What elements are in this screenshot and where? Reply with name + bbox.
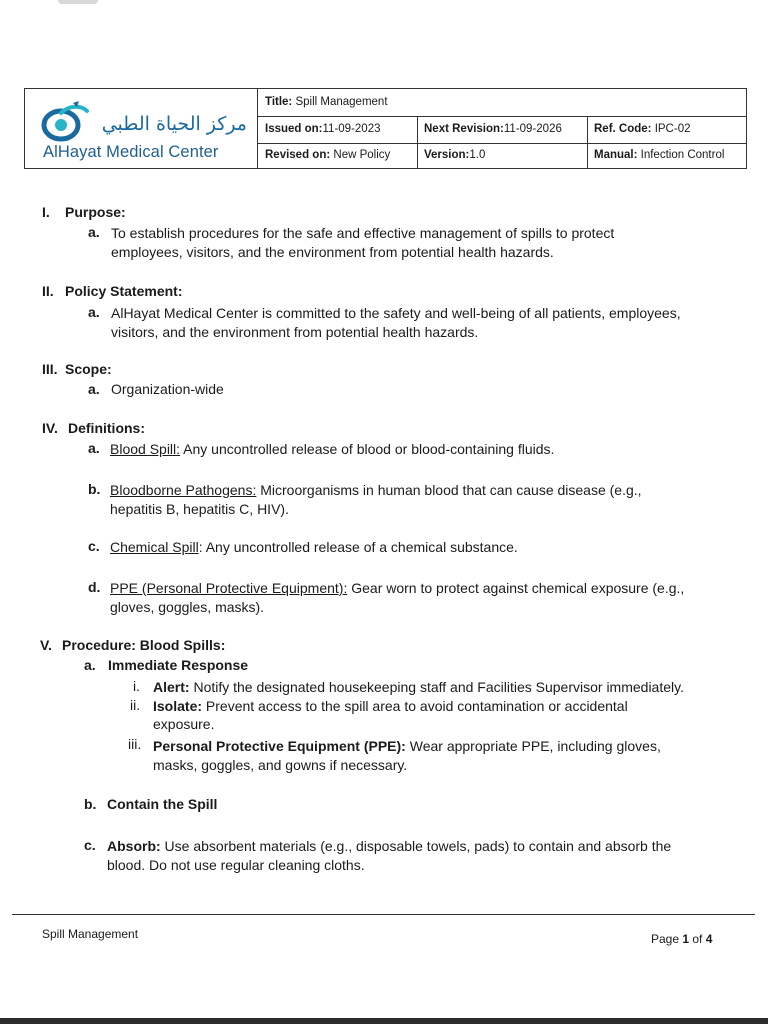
list-marker: a. [88,381,100,397]
footer-divider [12,914,755,915]
step-isolate: Isolate: Prevent access to the spill area to avoid contamination or accidental [153,698,628,714]
definition-chemical-spill: Chemical Spill: Any uncontrolled release of a chemical substance. [110,539,518,555]
version-field: Version:1.0 [424,149,486,161]
definition-blood-spill: Blood Spill: Any uncontrolled release of blood or blood-containing fluids. [110,441,555,457]
section-title-definitions: Definitions: [68,420,145,436]
step-text: exposure. [153,716,215,732]
scan-artifact [58,0,98,4]
scope-text: Organization-wide [111,381,224,397]
list-marker: b. [88,481,101,497]
list-marker: i. [133,678,140,694]
definition-text: gloves, goggles, masks). [110,599,265,615]
step-text: masks, goggles, and gowns if necessary. [153,757,408,773]
title-field: Title: Spill Management [265,96,388,108]
section-title-scope: Scope: [65,361,112,377]
document-header [24,88,747,169]
ref-code-field: Ref. Code: IPC-02 [594,123,691,135]
list-marker: d. [88,579,101,595]
list-marker: c. [84,837,96,853]
list-marker: a. [84,657,96,673]
list-marker: ii. [130,697,141,713]
logo-swirl-icon [39,99,95,145]
list-marker: c. [88,538,100,554]
list-marker: b. [84,796,97,812]
purpose-text: employees, visitors, and the environment from potential health hazards. [111,244,554,260]
section-title-purpose: Purpose: [65,204,126,220]
org-name-arabic: مركز الحياة الطبي [101,113,247,135]
list-marker: a. [88,440,100,456]
page-number: Page 1 of 4 [651,932,713,946]
subsection-absorb: Absorb: Use absorbent materials (e.g., disposable towels, pads) to contain and absorb the [107,838,672,854]
section-num-policy: II. [42,283,54,299]
organization-logo [39,99,249,163]
section-num-scope: III. [42,361,58,377]
list-marker: iii. [128,736,142,752]
policy-text: visitors, and the environment from potential health hazards. [111,324,479,340]
manual-field: Manual: Infection Control [594,149,725,161]
section-num-definitions: IV. [42,420,58,436]
list-marker: a. [88,304,100,320]
revised-field: Revised on: New Policy [265,149,391,161]
step-ppe: Personal Protective Equipment (PPE): Wear appropriate PPE, including gloves, [153,738,661,754]
subsection-immediate-response: Immediate Response [108,657,249,673]
section-num-procedure: V. [40,637,52,653]
step-alert: Alert: Notify the designated housekeeping staff and Facilities Supervisor immediately. [153,679,684,695]
section-num-purpose: I. [42,204,50,220]
policy-text: AlHayat Medical Center is committed to the safety and well-being of all patients, employees, [111,305,681,321]
section-title-policy: Policy Statement: [65,283,183,299]
list-marker: a. [88,224,100,240]
issued-field: Issued on:11-09-2023 [265,123,381,135]
subsection-contain-spill: Contain the Spill [107,796,218,812]
definition-bloodborne-pathogens: Bloodborne Pathogens: Microorganisms in human blood that can cause disease (e.g., [110,482,642,498]
definition-ppe: PPE (Personal Protective Equipment): Gear worn to protect against chemical exposure (e.g., [110,580,685,596]
purpose-text: To establish procedures for the safe and effective management of spills to protect [111,225,615,241]
org-name-english: AlHayat Medical Center [43,143,219,161]
definition-text: hepatitis B, hepatitis C, HIV). [110,501,289,517]
section-title-procedure: Procedure: Blood Spills: [62,637,226,653]
footer-doc-name: Spill Management [42,927,139,941]
next-revision-field: Next Revision:11-09-2026 [424,123,562,135]
absorb-text: blood. Do not use regular cleaning cloths. [107,857,365,873]
scan-artifact [0,1018,768,1024]
